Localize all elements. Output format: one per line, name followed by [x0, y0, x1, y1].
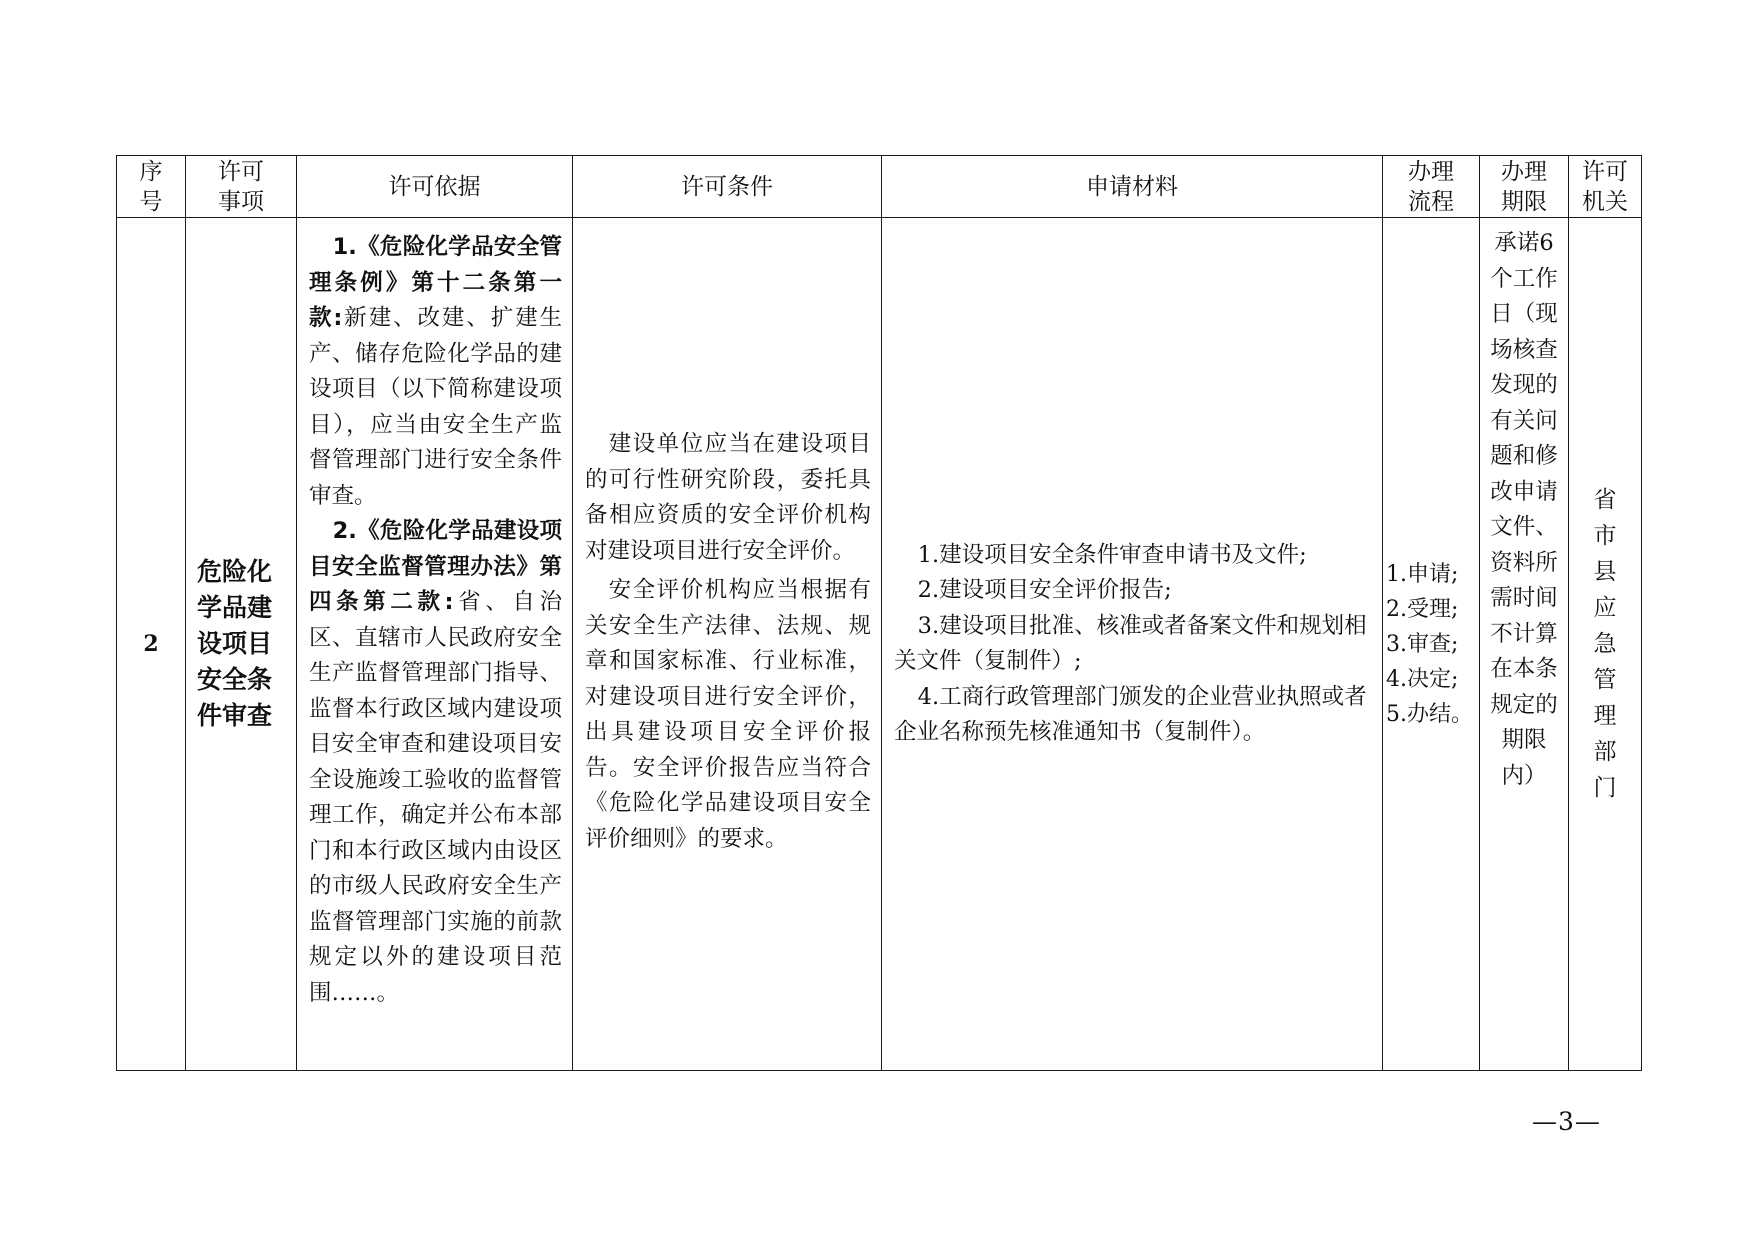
- permit-table: [116, 155, 1642, 1071]
- process-step: 3.审查;: [1386, 631, 1459, 657]
- header-process: 办理流程: [1383, 156, 1480, 218]
- process-step: 1.申请;: [1386, 561, 1459, 587]
- process-step: 2.受理;: [1386, 596, 1459, 622]
- row-permit-item: 危险化学品建设项目安全条件审查: [186, 218, 297, 1071]
- material-item: 3.建设项目批准、核准或者备案文件和规划相关文件（复制件）;: [894, 612, 1367, 674]
- header-permit-basis: 许可依据: [297, 156, 573, 218]
- table-row: [117, 218, 1642, 1071]
- condition-paragraph: 安全评价机构应当根据有关安全生产法律、法规、规章和国家标准、行业标准，对建设项目进行安全评价，出具建设项目安全评价报告。安全评价报告应当符合《危险化学品建设项目安全评价细则》的要求。: [585, 577, 871, 852]
- header-authority: 许可机关: [1569, 156, 1642, 218]
- header-application-materials: 申请材料: [882, 156, 1383, 218]
- material-item: 2.建设项目安全评价报告;: [917, 577, 1172, 603]
- process-step: 5.办结。: [1386, 701, 1473, 727]
- condition-paragraph: 建设单位应当在建设项目的可行性研究阶段，委托具备相应资质的安全评价机构对建设项目进行安全评价。: [585, 431, 871, 564]
- header-permit-item: 许可事项: [186, 156, 297, 218]
- material-item: 1.建设项目安全条件审查申请书及文件;: [917, 541, 1307, 568]
- row-serial-no: 2: [117, 218, 186, 1071]
- header-permit-conditions: 许可条件: [573, 156, 882, 218]
- basis-paragraph: 2.《危险化学品建设项目安全监督管理办法》第四条第二款:省、自治区、直辖市人民政府安全生产监督管理部门指导、监督本行政区域内建设项目安全审查和建设项目安全设施竣工验收的监督管理工作，确定并公布本部门和本行政区域内由设区的市级人民政府安全生产监督管理部门实施的前款规定以外的建设项目范围……。: [309, 518, 562, 1006]
- row-process: [1383, 218, 1480, 1071]
- row-authority: 省市县应急管理部门: [1569, 218, 1642, 1071]
- row-application-materials: [882, 218, 1383, 1071]
- basis-paragraph: 1.《危险化学品安全管理条例》第十二条第一款:新建、改建、扩建生产、储存危险化学品的建设项目（以下简称建设项目），应当由安全生产监督管理部门进行安全条件审查。: [309, 234, 562, 509]
- table-header-row: [117, 156, 1642, 218]
- page-number: —3—: [1532, 1107, 1601, 1136]
- header-serial-no: 序号: [117, 156, 186, 218]
- row-permit-conditions: [573, 218, 882, 1071]
- row-permit-basis: [297, 218, 573, 1071]
- header-time-limit: 办理期限: [1480, 156, 1569, 218]
- row-time-limit: 承诺6个工作日（现场核查发现的有关问题和修改申请文件、资料所需时间不计算在本条规定的期限内）: [1480, 218, 1569, 1071]
- process-step: 4.决定;: [1386, 666, 1459, 692]
- material-item: 4.工商行政管理部门颁发的企业营业执照或者企业名称预先核准通知书（复制件）。: [894, 683, 1367, 745]
